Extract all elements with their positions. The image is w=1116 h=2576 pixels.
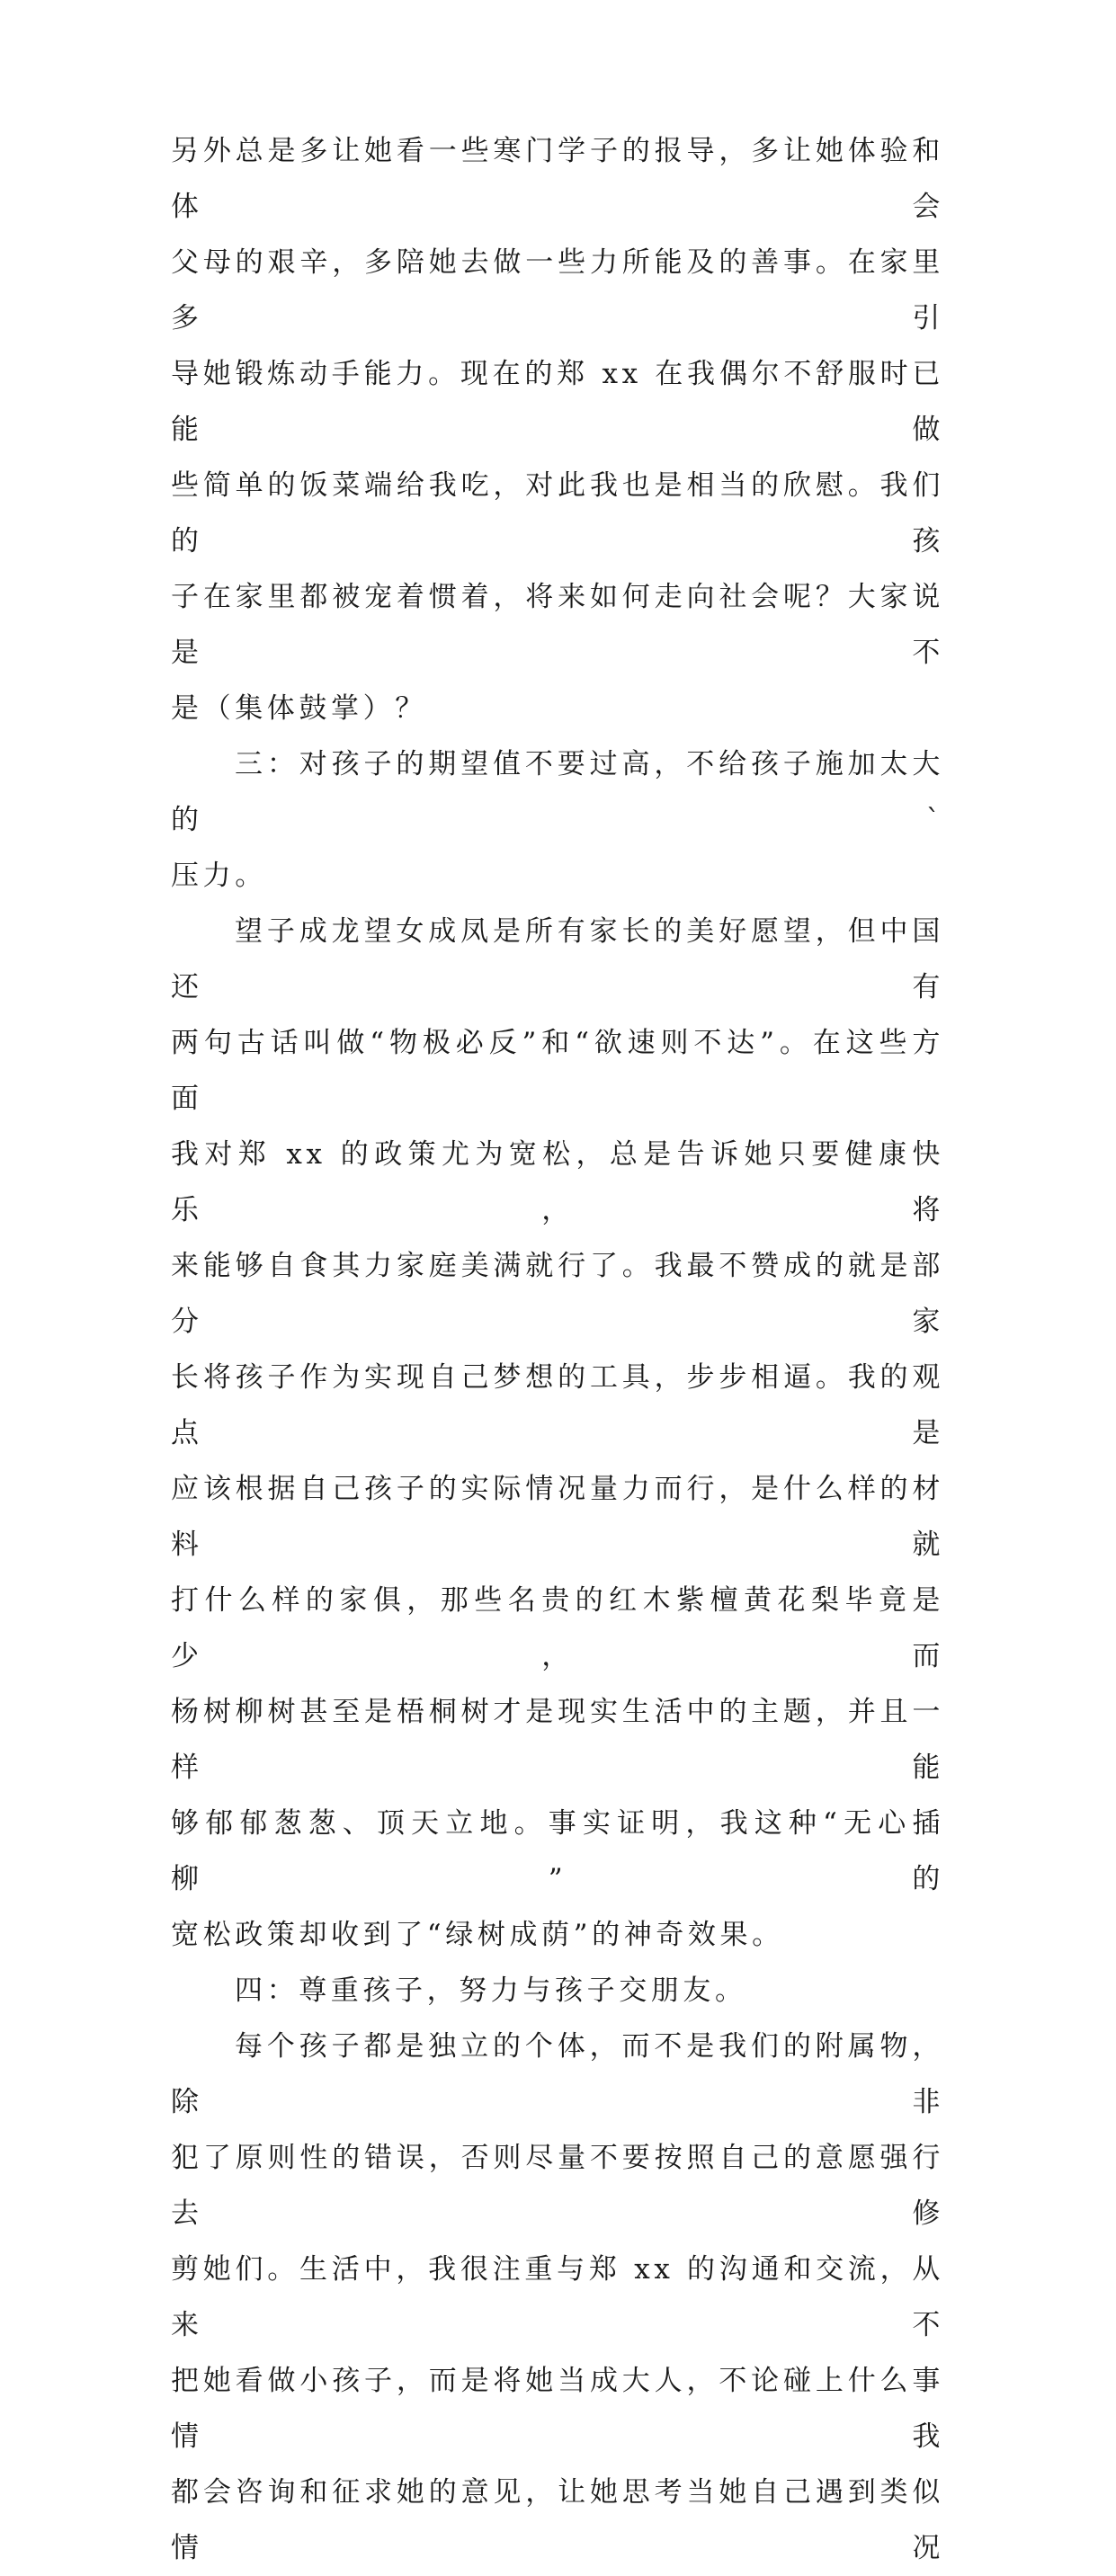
text-line: 子在家里都被宠着惯着，将来如何走向社会呢？大家说是不 — [171, 581, 944, 669]
text-line: 应该根据自己孩子的实际情况量力而行，是什么样的材料就 — [171, 1473, 944, 1561]
paragraph-5 — [171, 2019, 944, 2576]
text-line: 够郁郁葱葱、顶天立地。事实证明，我这种“无心插柳”的 — [171, 1807, 944, 1895]
text-line: 压力。 — [171, 860, 267, 892]
paragraph-1 — [171, 123, 944, 736]
paragraph-3 — [171, 904, 944, 1963]
text-line: 三：对孩子的期望值不要过高，不给孩子施加太大的` — [171, 748, 944, 836]
text-line: 每个孩子都是独立的个体，而不是我们的附属物，除非 — [171, 2030, 944, 2118]
text-line: 犯了原则性的错误，否则尽量不要按照自己的意愿强行去修 — [171, 2142, 944, 2230]
text-line: 父母的艰辛，多陪她去做一些力所能及的善事。在家里多引 — [171, 246, 944, 334]
text-line: 四：尊重孩子，努力与孩子交朋友。 — [235, 1974, 747, 2007]
text-line: 宽松政策却收到了“绿树成荫”的神奇效果。 — [171, 1919, 784, 1951]
text-line: 把她看做小孩子，而是将她当成大人，不论碰上什么事情我 — [171, 2365, 944, 2453]
text-line: 导她锻炼动手能力。现在的郑 xx 在我偶尔不舒服时已能做 — [171, 358, 944, 446]
text-line: 些简单的饭菜端给我吃，对此我也是相当的欣慰。我们的孩 — [171, 469, 944, 557]
text-line: 都会咨询和征求她的意见，让她思考当她自己遇到类似情况 — [171, 2476, 944, 2564]
text-line: 剪她们。生活中，我很注重与郑 xx 的沟通和交流，从来不 — [171, 2253, 944, 2341]
text-line: 打什么样的家俱，那些名贵的红木紫檀黄花梨毕竟是少，而 — [171, 1584, 944, 1672]
text-line: 两句古话叫做“物极必反”和“欲速则不达”。在这些方面 — [171, 1027, 944, 1115]
text-line: 另外总是多让她看一些寒门学子的报导，多让她体验和体会 — [171, 135, 944, 223]
text-line: 长将孩子作为实现自己梦想的工具，步步相逼。我的观点是 — [171, 1361, 944, 1449]
text-line: 杨树柳树甚至是梧桐树才是现实生活中的主题，并且一样能 — [171, 1696, 944, 1784]
text-line: 我对郑 xx 的政策尤为宽松，总是告诉她只要健康快乐，将 — [171, 1138, 944, 1226]
section-heading-3 — [171, 736, 944, 904]
text-line: 望子成龙望女成凤是所有家长的美好愿望，但中国还有 — [171, 915, 944, 1003]
text-line: 是（集体鼓掌）？ — [171, 692, 427, 725]
document-body — [171, 123, 944, 2576]
section-heading-4 — [171, 1963, 944, 2019]
text-line: 来能够自食其力家庭美满就行了。我最不赞成的就是部分家 — [171, 1250, 944, 1338]
